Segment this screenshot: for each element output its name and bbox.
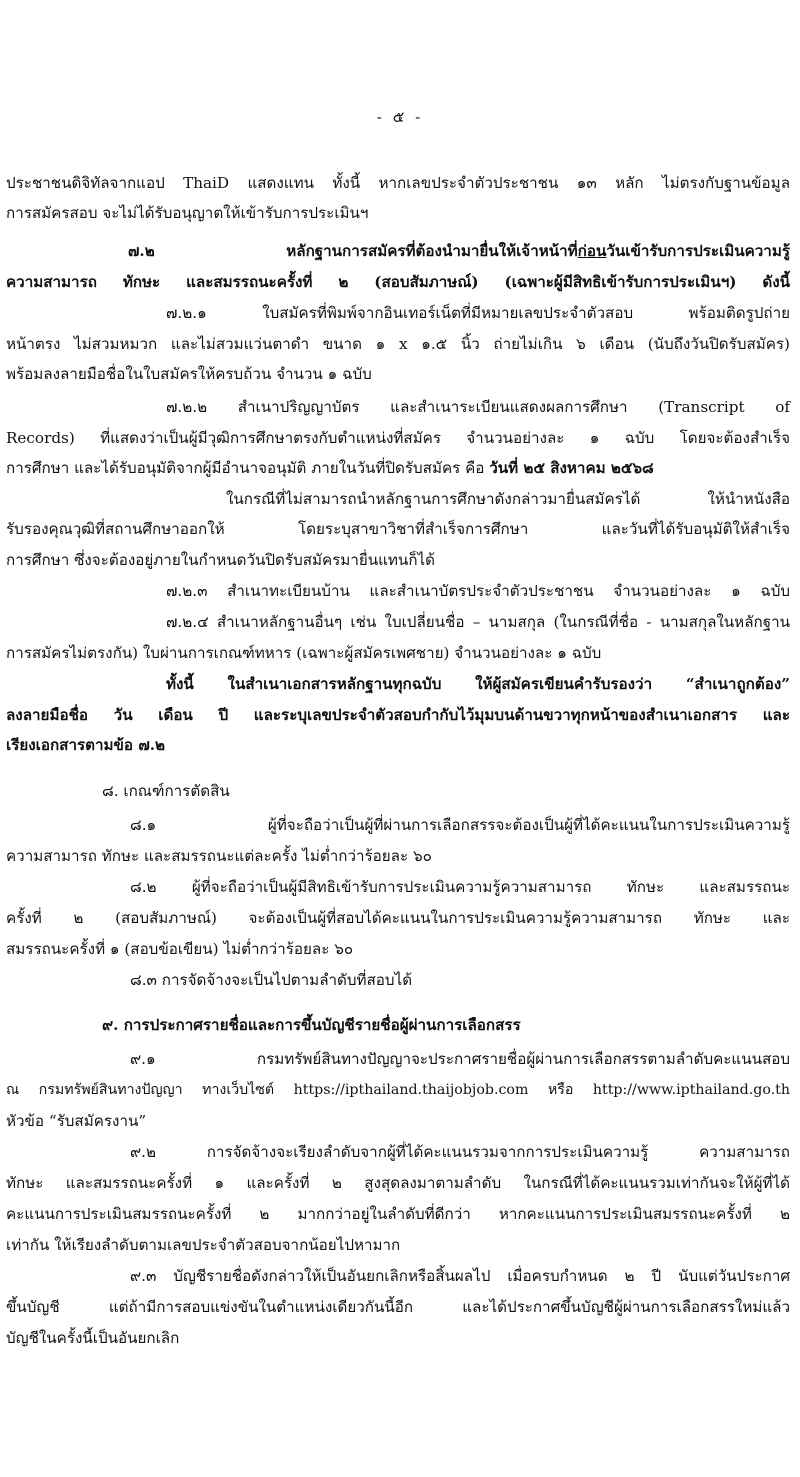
paragraph-line: ประชาชนดิจิทัลจากแอป ThaiD แสดงแทน ทั้งนี้ หากเลขประจำตัวประชาชน ๑๓ หลัก ไม่ตรงกับฐานข้อมูล [6,174,790,192]
paragraph-line: Records) ที่แสดงว่าเป็นผู้มีวุฒิการศึกษาตรงกับตำแหน่งที่สมัคร จำนวนอย่างละ ๑ ฉบับ โดยจะต้องสำเร็จ [6,429,790,447]
paragraph-line: ทักษะ และสมรรถนะครั้งที่ ๑ และครั้งที่ ๒ สูงสุดลงมาตามลำดับ ในกรณีที่ได้คะแนนรวมเท่ากันจะให้ผู้ที่ได้ [6,1174,790,1192]
page-number: - ๕ - [376,108,424,126]
paragraph-line: รับรองคุณวุฒิที่สถานศึกษาออกให้ โดยระบุสาขาวิชาที่สำเร็จการศึกษา และวันที่ได้รับอนุมัติให้สำเร็จ [6,520,790,538]
notice-line: เรียงเอกสารตามข้อ ๗.๒ [6,736,166,754]
item-8-2: ๘.๒ ผู้ที่จะถือว่าเป็นผู้มีสิทธิเข้ารับการประเมินความรู้ความสามารถ ทักษะ และสมรรถนะ [130,878,790,896]
deadline-date: วันที่ ๒๕ สิงหาคม ๒๕๖๘ [489,459,654,477]
item-9-2: ๙.๒ การจัดจ้างจะเรียงลำดับจากผู้ที่ได้คะแนนรวมจากการประเมินความรู้ ความสามารถ [130,1143,790,1161]
section-7-2-heading-cont: ความสามารถ ทักษะ และสมรรถนะครั้งที่ ๒ (สอบสัมภาษณ์) (เฉพาะผู้มีสิทธิเข้ารับการประเมินฯ) ดังนี้ [6,273,790,291]
paragraph-line: เท่ากัน ให้เรียงลำดับตามเลขประจำตัวสอบจากน้อยไปหามาก [6,1236,401,1254]
paragraph-line: การศึกษา ซึ่งจะต้องอยู่ภายในกำหนดวันปิดรับสมัครมายื่นแทนก็ได้ [6,551,436,569]
paragraph-line: พร้อมลงลายมือชื่อในใบสมัครให้ครบถ้วน จำนวน ๑ ฉบับ [6,365,372,383]
paragraph-line: บัญชีในครั้งนี้เป็นอันยกเลิก [6,1329,180,1347]
underlined-word: ก่อน [577,242,607,260]
item-8-1: ๘.๑ ผู้ที่จะถือว่าเป็นผู้ที่ผ่านการเลือกสรรจะต้องเป็นผู้ที่ได้คะแนนในการประเมินความรู้ [130,816,790,834]
notice-line: ทั้งนี้ ในสำเนาเอกสารหลักฐานทุกฉบับ ให้ผู้สมัครเขียนคำรับรองว่า “สำเนาถูกต้อง” [166,675,790,693]
item-7-2-4: ๗.๒.๔ สำเนาหลักฐานอื่นๆ เช่น ใบเปลี่ยนชื่อ – นามสกุล (ในกรณีที่ชื่อ - นามสกุลในหลักฐาน [166,613,790,631]
notice-line: ลงลายมือชื่อ วัน เดือน ปี และระบุเลขประจำตัวสอบกำกับไว้มุมบนด้านขวาทุกหน้าของสำเนาเอกสาร และ [6,706,790,724]
paragraph-line: ขึ้นบัญชี แต่ถ้ามีการสอบแข่งขันในตำแหน่งเดียวกันนี้อีก และได้ประกาศขึ้นบัญชีผู้ผ่านการเลือกสรรใหม่แล้ว [6,1298,790,1316]
website-line: ณ กรมทรัพย์สินทางปัญญา ทางเว็บไซต์ https://ipthailand.thaijobjob.com หรือ http://www.ipthailand.go.th [6,1082,790,1098]
section-8-heading: ๘. เกณฑ์การตัดสิน [102,782,230,800]
paragraph-line: ความสามารถ ทักษะ และสมรรถนะแต่ละครั้ง ไม่ต่ำกว่าร้อยละ ๖๐ [6,847,432,865]
item-7-2-3: ๗.๒.๓ สำเนาทะเบียนบ้าน และสำเนาบัตรประจำตัวประชาชน จำนวนอย่างละ ๑ ฉบับ [166,582,790,600]
paragraph-line: การสมัครไม่ตรงกัน) ใบผ่านการเกณฑ์ทหาร (เฉพาะผู้สมัครเพศชาย) จำนวนอย่างละ ๑ ฉบับ [6,644,602,662]
section-9-heading: ๙. การประกาศรายชื่อและการขึ้นบัญชีรายชื่อผู้ผ่านการเลือกสรร [102,1016,521,1034]
section-7-2-heading: ๗.๒ หลักฐานการสมัครที่ต้องนำมายื่นให้เจ้าหน้าที่ก่อนวันเข้ารับการประเมินความรู้ [128,242,790,260]
paragraph-line: คะแนนการประเมินสมรรถนะครั้งที่ ๒ มากกว่าอยู่ในลำดับที่ดีกว่า หากคะแนนการประเมินสมรรถนะครั้งที่ ๒ [6,1205,790,1223]
paragraph-line: การสมัครสอบ จะไม่ได้รับอนุญาตให้เข้ารับการประเมินฯ [6,204,369,222]
item-8-3: ๘.๓ การจัดจ้างจะเป็นไปตามลำดับที่สอบได้ [130,971,413,989]
paragraph-line: ครั้งที่ ๒ (สอบสัมภาษณ์) จะต้องเป็นผู้ที่สอบได้คะแนนในการประเมินความรู้ความสามารถ ทักษะ และ [6,909,790,927]
item-7-2-2: ๗.๒.๒ สำเนาปริญญาบัตร และสำเนาระเบียนแสดงผลการศึกษา (Transcript of [166,398,790,416]
item-9-3: ๙.๓ บัญชีรายชื่อดังกล่าวให้เป็นอันยกเลิกหรือสิ้นผลไป เมื่อครบกำหนด ๒ ปี นับแต่วันประกาศ [130,1267,790,1285]
item-7-2-1: ๗.๒.๑ ใบสมัครที่พิมพ์จากอินเทอร์เน็ตที่มีหมายเลขประจำตัวสอบ พร้อมติดรูปถ่าย [166,304,790,322]
paragraph-line: ในกรณีที่ไม่สามารถนำหลักฐานการศึกษาดังกล่าวมายื่นสมัครได้ ให้นำหนังสือ [226,490,790,508]
paragraph-line: การศึกษา และได้รับอนุมัติจากผู้มีอำนาจอนุมัติ ภายในวันที่ปิดรับสมัคร คือ วันที่ ๒๕ สิงหาคม ๒๕๖๘ [6,459,654,477]
paragraph-line: หน้าตรง ไม่สวมหมวก และไม่สวมแว่นตาดำ ขนาด ๑ x ๑.๕ นิ้ว ถ่ายไม่เกิน ๖ เดือน (นับถึงวันปิดรับสมัคร) [6,335,790,353]
paragraph-line: หัวข้อ “รับสมัครงาน” [6,1112,147,1130]
paragraph-line: สมรรถนะครั้งที่ ๑ (สอบข้อเขียน) ไม่ต่ำกว่าร้อยละ ๖๐ [6,940,354,958]
item-9-1: ๙.๑ กรมทรัพย์สินทางปัญญาจะประกาศรายชื่อผู้ผ่านการเลือกสรรตามลำดับคะแนนสอบ [130,1050,790,1068]
